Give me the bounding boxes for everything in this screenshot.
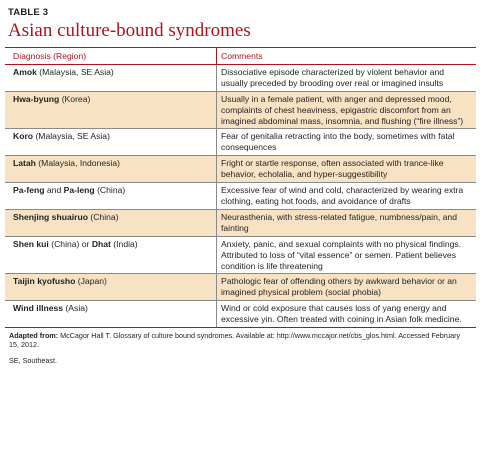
comments-cell: Dissociative episode characterized by violent behavior and usually preceded by brooding over real or imagined insults xyxy=(217,64,477,91)
table-row xyxy=(5,91,476,129)
diagnosis-region: (Korea) xyxy=(59,93,91,104)
diagnosis-cell xyxy=(5,64,217,91)
diagnosis-name: Latah xyxy=(13,158,36,169)
diagnosis-cell xyxy=(5,301,217,328)
diagnosis-name: Wind illness xyxy=(13,303,64,314)
diagnosis-name: Amok xyxy=(13,66,37,77)
diagnosis-region: (Malaysia, Indonesia) xyxy=(35,158,120,169)
diagnosis-region: and xyxy=(44,185,64,196)
table-row xyxy=(5,183,476,210)
table-title: Asian culture-bound syndromes xyxy=(8,20,251,41)
diagnosis-region: (China) xyxy=(94,185,126,196)
comments-cell: Neurasthenia, with stress-related fatigue, numbness/pain, and fainting xyxy=(217,209,477,236)
diagnosis-name: Shenjing shuairuo xyxy=(13,211,88,222)
diagnosis-region: (Japan) xyxy=(75,276,107,287)
header-row xyxy=(5,48,476,64)
diagnosis-name: Pa-leng xyxy=(63,185,95,196)
diagnosis-cell xyxy=(5,156,217,183)
diagnosis-name: Pa-feng xyxy=(13,185,45,196)
diagnosis-region: (Malaysia, SE Asia) xyxy=(36,66,114,77)
diagnosis-cell xyxy=(5,129,217,156)
diagnosis-region: (China) or xyxy=(48,238,92,249)
diagnosis-region: (Malaysia, SE Asia) xyxy=(33,131,110,142)
comments-cell: Wind or cold exposure that causes loss of yang energy and excessive yin. Often treated with coining in Asian folk medicine. xyxy=(217,301,477,328)
diagnosis-name: Taijin kyofusho xyxy=(13,276,76,287)
table-row xyxy=(5,156,476,183)
comments-cell: Excessive fear of wind and cold, characterized by wearing extra clothing, eating hot foods, and avoidance of drafts xyxy=(217,183,477,210)
comments-cell: Usually in a female patient, with anger and depressed mood, complaints of chest heaviness, epigastric discomfort from an imagined abdominal mass, insomnia, and flushing (“fire illness”) xyxy=(217,91,477,129)
source-footnote xyxy=(9,331,469,350)
table-row xyxy=(5,129,476,156)
header-comments: Comments xyxy=(217,48,477,64)
diagnosis-name: Koro xyxy=(13,131,34,142)
diagnosis-cell xyxy=(5,91,217,129)
table-container xyxy=(5,47,476,328)
footnote-lead: Adapted from: xyxy=(9,331,59,341)
diagnosis-region: (Asia) xyxy=(63,303,88,314)
table-row xyxy=(5,301,476,328)
footnote-text: McCagor Hall T. Glossary of culture bound syndromes. Available at: http://www.mccajor.net/cbs_glos.html. Accessed February 15, 2012. xyxy=(9,331,461,350)
diagnosis-name: Shen kui xyxy=(13,238,49,249)
table-body xyxy=(5,64,476,327)
diagnosis-cell xyxy=(5,183,217,210)
diagnosis-region: (India) xyxy=(110,238,138,249)
diagnosis-cell xyxy=(5,274,217,301)
diagnosis-name: Hwa-byung xyxy=(13,93,60,104)
diagnosis-cell xyxy=(5,236,217,274)
table-row xyxy=(5,274,476,301)
table-label: TABLE 3 xyxy=(8,7,49,18)
diagnosis-name: Dhat xyxy=(91,238,111,249)
table-row xyxy=(5,64,476,91)
comments-cell: Anxiety, panic, and sexual complaints with no physical findings. Attributed to loss of “vital essence” or semen. Patient believes condition is life threatening xyxy=(217,236,477,274)
table-row xyxy=(5,236,476,274)
abbreviation-note: SE, Southeast. xyxy=(9,355,57,365)
diagnosis-cell xyxy=(5,209,217,236)
header-diagnosis: Diagnosis (Region) xyxy=(5,48,217,64)
table-row xyxy=(5,209,476,236)
comments-cell: Pathologic fear of offending others by awkward behavior or an imagined physical problem (social phobia) xyxy=(217,274,477,301)
comments-cell: Fright or startle response, often associated with trance-like behavior, echolalia, and hyper-suggestibility xyxy=(217,156,477,183)
syndromes-table xyxy=(5,48,476,328)
comments-cell: Fear of genitalia retracting into the body, sometimes with fatal consequences xyxy=(217,129,477,156)
diagnosis-region: (China) xyxy=(87,211,119,222)
